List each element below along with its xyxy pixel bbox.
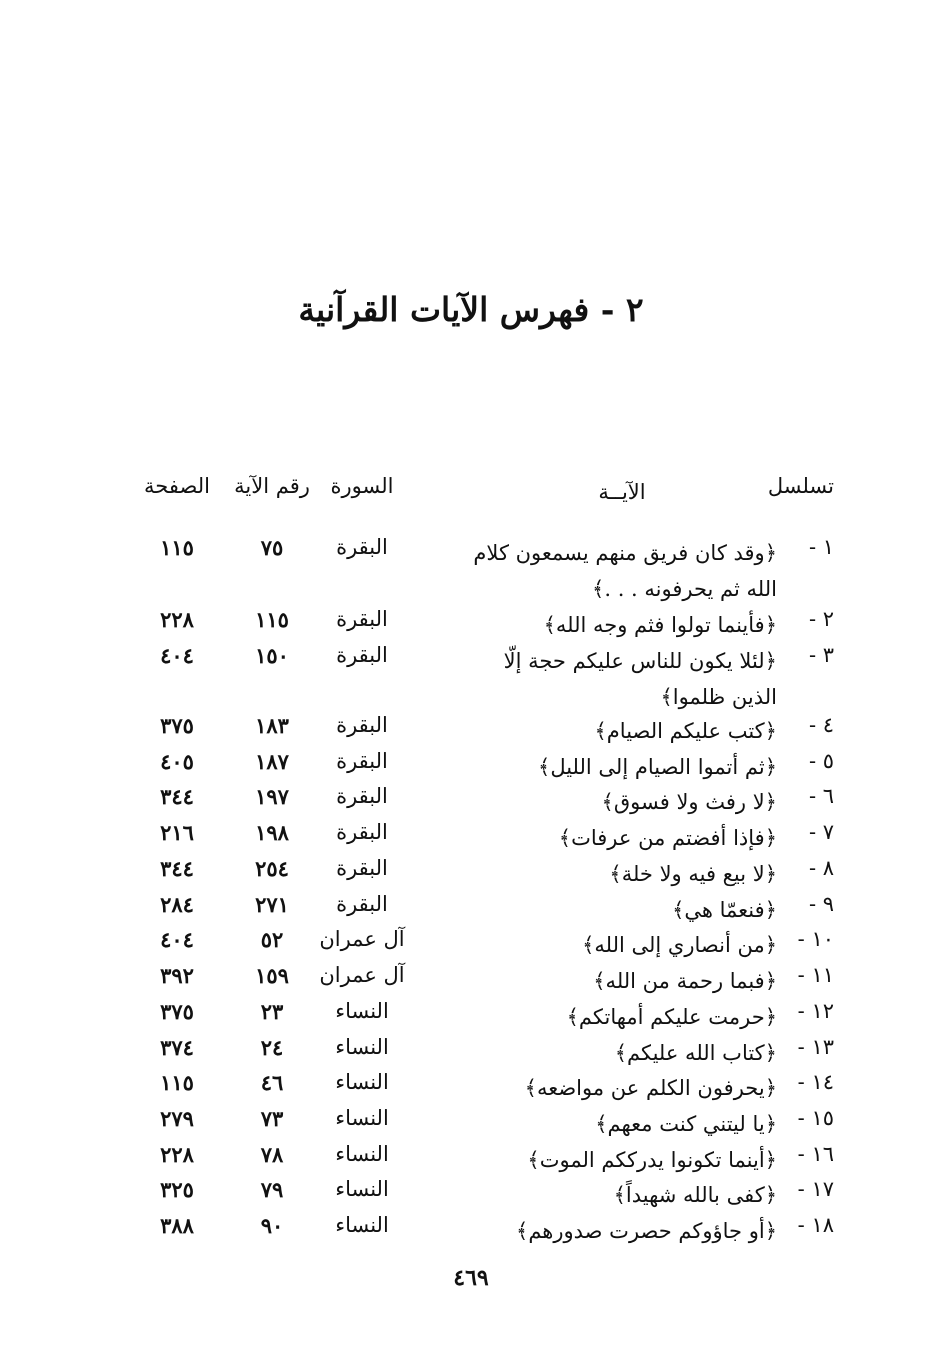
header-serial: تسلسل: [767, 474, 834, 498]
row-page: ٣٨٨: [160, 1213, 194, 1238]
row-ayah-number: ٢٧١: [255, 892, 289, 917]
row-surah: النساء: [335, 1142, 389, 1166]
row-ayah-number: ١٥٠: [255, 643, 289, 668]
row-serial: ١ -: [808, 535, 834, 559]
row-page: ٣٢٥: [160, 1177, 194, 1202]
row-serial: ٩ -: [808, 892, 834, 916]
row-serial: ١٦ -: [797, 1142, 834, 1166]
row-page: ٣٧٤: [160, 1035, 194, 1060]
row-serial: ٨ -: [808, 856, 834, 880]
row-ayah: ﴿فإذا أفضتم من عرفات﴾: [558, 826, 777, 850]
row-page: ٣٧٥: [160, 999, 194, 1024]
row-ayah: ﴿فبما رحمة من الله﴾: [593, 969, 777, 993]
row-page: ٣٤٤: [160, 856, 194, 881]
row-surah: البقرة: [336, 820, 388, 844]
row-surah: آل عمران: [319, 927, 405, 951]
row-ayah: ﴿أينما تكونوا يدرككم الموت﴾: [527, 1148, 777, 1172]
row-ayah: ﴿كتاب الله عليكم﴾: [614, 1041, 777, 1065]
row-ayah-number: ٧٣: [260, 1106, 284, 1131]
row-page: ٤٠٥: [160, 749, 194, 774]
row-ayah: ﴿ثم أتموا الصيام إلى الليل﴾: [538, 755, 777, 779]
row-surah: البقرة: [336, 607, 388, 631]
row-ayah: ﴿كفى بالله شهيداً﴾: [613, 1183, 777, 1207]
row-page: ٤٠٤: [160, 927, 194, 952]
row-page: ٤٠٤: [160, 643, 194, 668]
row-ayah-number: ٥٢: [260, 927, 284, 952]
row-surah: البقرة: [336, 856, 388, 880]
row-surah: النساء: [335, 999, 389, 1023]
row-ayah-number: ٧٩: [260, 1177, 284, 1202]
row-serial: ٥ -: [808, 749, 834, 773]
row-serial: ١١ -: [797, 963, 834, 987]
row-ayah: ﴿فأينما تولوا فثم وجه الله﴾: [543, 613, 777, 637]
row-serial: ١٨ -: [797, 1213, 834, 1237]
row-ayah: ﴿يحرفون الكلم عن مواضعه﴾: [524, 1076, 777, 1100]
row-ayah-number: ٩٠: [260, 1213, 284, 1238]
row-serial: ٢ -: [808, 607, 834, 631]
header-page: الصفحة: [144, 474, 210, 498]
row-serial: ١٧ -: [797, 1177, 834, 1201]
row-ayah-number: ٤٦: [260, 1070, 284, 1095]
row-page: ٢٧٩: [160, 1106, 194, 1131]
row-serial: ٧ -: [808, 820, 834, 844]
row-ayah-number: ٧٨: [260, 1142, 284, 1167]
row-ayah-number: ١٨٣: [255, 713, 289, 738]
row-ayah: ﴿فنعمّا هي﴾: [672, 898, 777, 922]
row-surah: النساء: [335, 1177, 389, 1201]
row-serial: ١٤ -: [797, 1070, 834, 1094]
row-ayah: ﴿لئلا يكون للناس عليكم حجة إلّا الذين ظلموا﴾: [503, 649, 777, 709]
row-surah: البقرة: [336, 535, 388, 559]
row-surah: البقرة: [336, 892, 388, 916]
row-ayah: ﴿لا رفث ولا فسوق﴾: [601, 790, 777, 814]
row-ayah: ﴿يا ليتني كنت معهم﴾: [595, 1112, 777, 1136]
row-ayah-number: ١٩٧: [255, 784, 289, 809]
row-page: ٢٨٤: [160, 892, 194, 917]
row-surah: البقرة: [336, 749, 388, 773]
row-surah: آل عمران: [319, 963, 405, 987]
row-ayah-number: ١٨٧: [255, 749, 289, 774]
row-serial: ١٠ -: [797, 927, 834, 951]
row-surah: النساء: [335, 1213, 389, 1237]
row-serial: ٦ -: [808, 784, 834, 808]
row-surah: البقرة: [336, 784, 388, 808]
header-surah: السورة: [330, 474, 394, 498]
row-ayah: ﴿أو جاؤوكم حصرت صدورهم﴾: [516, 1219, 777, 1243]
row-serial: ١٣ -: [797, 1035, 834, 1059]
row-surah: النساء: [335, 1106, 389, 1130]
row-page: ١١٥: [160, 1070, 194, 1095]
row-ayah-number: ٢٤: [260, 1035, 284, 1060]
row-serial: ٣ -: [808, 643, 834, 667]
row-surah: البقرة: [336, 643, 388, 667]
header-ayah: الآيــة: [598, 480, 646, 504]
row-surah: النساء: [335, 1035, 389, 1059]
row-ayah: ﴿كتب عليكم الصيام﴾: [594, 719, 777, 743]
row-page: ٣٤٤: [160, 784, 194, 809]
row-page: ٣٩٢: [160, 963, 194, 988]
row-ayah: ﴿لا بيع فيه ولا خلة﴾: [609, 862, 777, 886]
row-page: ٣٧٥: [160, 713, 194, 738]
page-number: ٤٦٩: [453, 1265, 489, 1291]
row-ayah-number: ١٥٩: [255, 963, 289, 988]
row-surah: النساء: [335, 1070, 389, 1094]
row-ayah-number: ١١٥: [255, 607, 289, 632]
page-title: ٢ - فهرس الآيات القرآنية: [298, 290, 644, 329]
row-ayah-number: ٧٥: [260, 535, 284, 560]
header-ayah-number: رقم الآية: [234, 474, 310, 498]
row-ayah-number: ٢٣: [260, 999, 284, 1024]
row-page: ٢١٦: [160, 820, 194, 845]
row-page: ١١٥: [160, 535, 194, 560]
row-serial: ١٢ -: [797, 999, 834, 1023]
row-serial: ٤ -: [808, 713, 834, 737]
row-serial: ١٥ -: [797, 1106, 834, 1130]
row-ayah-number: ٢٥٤: [255, 856, 289, 881]
row-ayah: ﴿من أنصاري إلى الله﴾: [582, 933, 777, 957]
row-page: ٢٢٨: [160, 1142, 194, 1167]
row-surah: البقرة: [336, 713, 388, 737]
row-page: ٢٢٨: [160, 607, 194, 632]
row-ayah: ﴿حرمت عليكم أمهاتكم﴾: [566, 1005, 777, 1029]
row-ayah: ﴿وقد كان فريق منهم يسمعون كلام الله ثم يحرفونه . . .﴾: [473, 541, 777, 601]
row-ayah-number: ١٩٨: [255, 820, 289, 845]
